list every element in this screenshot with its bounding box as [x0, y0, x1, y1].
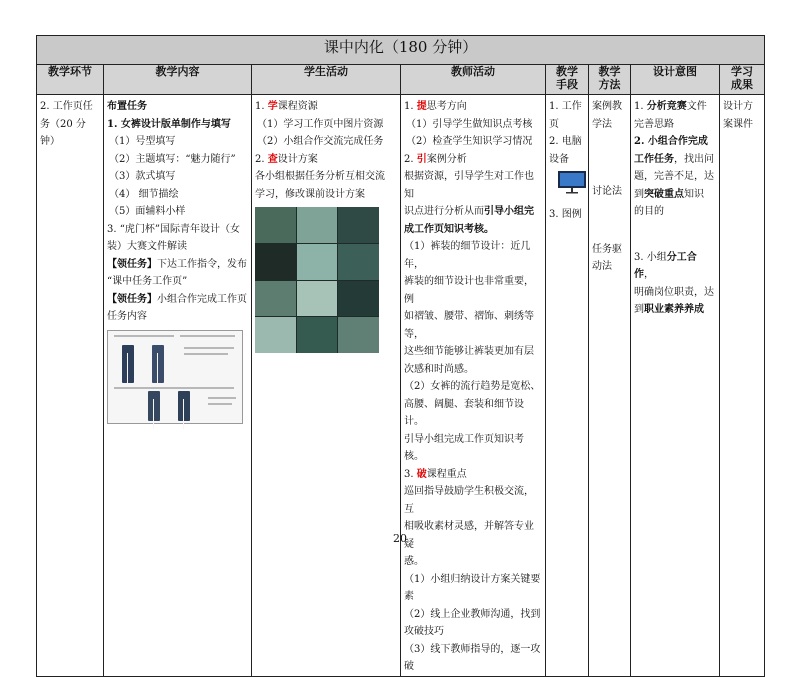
jeans-worksheet-image	[107, 330, 243, 424]
cell-teaching-content: 布置任务 1. 女裤设计版单制作与填写 （1）号型填写 （2）主题填写：“魅力随行” （3）款式填写 （4） 细节描绘 （5）面辅料小样 3. “虎门杯”国际青年设计（女 装）大赛文件解读 【领任务】下达工作指令，发布 “课中任务工作页” 【领任务】小组合作完成工作页 任务内容	[104, 95, 252, 677]
cell-teaching-means: 1. 工作 页 2. 电脑 设备 3. 图例	[546, 95, 589, 677]
header-teaching-method: 教学 方法	[589, 65, 631, 95]
header-teacher-activity: 教师活动	[401, 65, 546, 95]
header-student-activity: 学生活动	[252, 65, 401, 95]
header-learning-outcome: 学习 成果	[720, 65, 765, 95]
page-number: 20	[393, 532, 407, 545]
fashion-collage-image	[255, 207, 379, 353]
cell-teacher-activity: 1. 提思考方向 （1）引导学生做知识点考核 （2）检查学生知识学习情况 2. 引案例分析 根据资源，引导学生对工作也知 识点进行分析从而引导小组完 成工作页知识考核。 （1）裤装的细节设计：近几年， 裤装的细节设计也非常重要，例 如褶皱、腰带、褶饰、刺绣等等， 这些细节能够让裤装更加有层 次感和时尚感。 （2）女裤的流行趋势是宽松、 高腰、阔腿、套装和细节设计。 引导小组完成工作页知识考核。 3. 破课程重点 巡回指导鼓励学生积极交流，互 相吸收素材灵感，并解答专业疑 惑。 （1）小组归纳设计方案关键要 素 （2）线上企业教师沟通，找到 攻破技巧 （3）线下教师指导的，逐一攻 破	[401, 95, 546, 677]
lesson-plan-table	[36, 35, 765, 677]
header-teaching-content: 教学内容	[104, 65, 252, 95]
smartboard-icon	[557, 170, 587, 194]
header-design-intent: 设计意图	[631, 65, 720, 95]
header-teaching-stage: 教学环节	[37, 65, 104, 95]
cell-design-intent: 1. 分析竞赛文件 完善思路 2. 小组合作完成 工作任务，找出问 题，完善不足，达 到突破重点知识 的目的 3. 小组分工合作， 明确岗位职责，达 到职业素养养成	[631, 95, 720, 677]
section-title: 课中内化（180 分钟）	[37, 36, 765, 65]
cell-teaching-method: 案例教 学法 讨论法 任务驱 动法	[589, 95, 631, 677]
header-teaching-means: 教学 手段	[546, 65, 589, 95]
cell-learning-outcome: 设计方 案课件	[720, 95, 765, 677]
cell-teaching-stage: 2. 工作页任 务（20 分钟）	[37, 95, 104, 677]
cell-student-activity: 1. 学课程资源 （1）学习工作页中图片资源 （2）小组合作交流完成任务 2. 查设计方案 各小组根据任务分析互相交流 学习，修改课前设计方案	[252, 95, 401, 677]
